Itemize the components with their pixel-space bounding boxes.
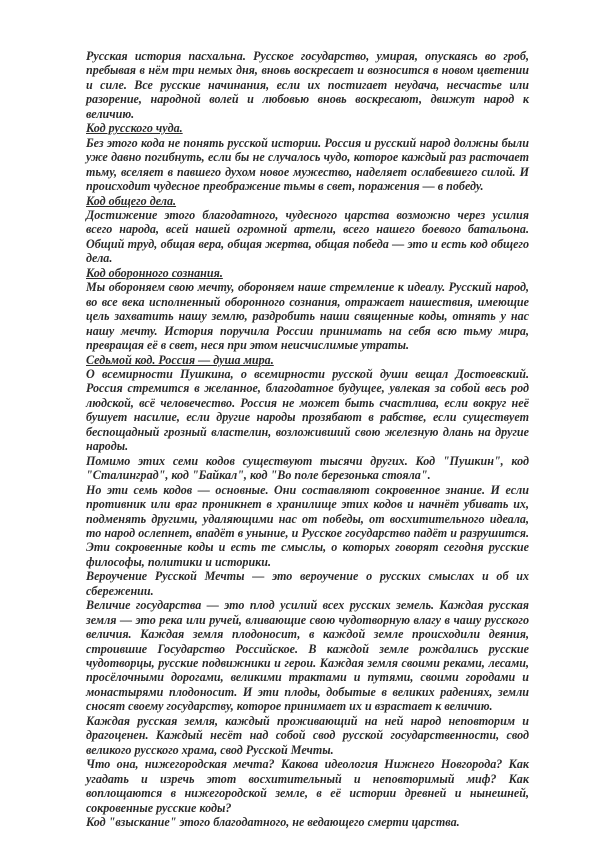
heading-miracle-code: Код русского чуда. xyxy=(86,121,183,136)
paragraph-greatness: Величие государства — это плод усилий всех русских земель. Каждая русская земля — это река или ручей, вливающие свою чудотворную влагу в чашу русского величия. Каждая земля плодоносит, в каждой земле происходили деяния, строившие Государство Российское. В каждой земле рождались русские чудотворцы, русские подвижники и герои. Каждая земля своими реками, лесами, просёлочными дорогами, великими трактами и путями, своими городами и монастырями плодоносит. И эти плоды, добытые в великих радениях, земли сносят своему государству, которое принимает их и взрастает к величию. xyxy=(86,598,529,714)
heading-seventh-code: Седьмой код. Россия — душа мира. xyxy=(86,352,274,367)
heading-defense-code: Код оборонного сознания. xyxy=(86,265,223,280)
document-page xyxy=(86,49,529,829)
paragraph-intro: Русская история пасхальна. Русское государство, умирая, опускаясь во гроб, пребывая в нём три немых дня, вновь воскресает и возносится в новом цветении и силе. Все русские начинания, если их постигает неудача, несчастье или разорение, народной волей и любовью вновь воскресают, движут народ к величию. xyxy=(86,49,529,121)
paragraph-creed: Вероучение Русской Мечты — это вероучение о русских смыслах и об их сбережении. xyxy=(86,569,529,598)
paragraph-miracle-code: Без этого кода не понять русской истории. Россия и русский народ должны были уже давно погибнуть, если бы не случалось чудо, которое каждый раз расточает тьму, вселяет в павшего духом новое мужество, наделяет ослабевшего силой. И происходит чудесное преображение тьмы в свет, поражения — в победу. xyxy=(86,135,529,194)
paragraph-nizhny-dream: Что она, нижегородская мечта? Какова идеология Нижнего Новгорода? Как угадать и изречь этот восхитительный и неповторимый миф? Как воплощаются в нижегородской земле, в её истории древней и нынешней, сокровенные русские коды? xyxy=(86,757,529,815)
paragraph-main-codes: Но эти семь кодов — основные. Они составляют сокровенное знание. И если противник или враг проникнет в хранилище этих кодов и начнёт убивать их, подменять другими, удаляющими нас от победы, от восхитительного идеала, то народ ослепнет, впадёт в уныние, и Русское государство падёт и разрушится. Эти сокровенные коды и есть те смыслы, о которых говорят сегодня русские философы, политики и историки. xyxy=(86,482,529,569)
paragraph-other-codes: Помимо этих семи кодов существуют тысячи других. Код "Пушкин", код "Сталинград", код "Байкал", код "Во поле березонька стояла". xyxy=(86,453,529,483)
paragraph-final-code: Код "взыскание" этого благодатного, не ведающего смерти царства. xyxy=(86,815,460,830)
paragraph-defense-code: Мы обороняем свою мечту, обороняем наше стремление к идеалу. Русский народ, во все века исполненный оборонного сознания, отражает нашествия, имеющие цель захватить нашу землю, раздробить наши священные коды, отнять у нас нашу мечту. История поручила России принимать на себя всю тьму мира, превращая её в свет, неся при этом неисчислимые утраты. xyxy=(86,280,529,353)
paragraph-common-cause-code: Достижение этого благодатного, чудесного царства возможно через усилия всего народа, всей нашей огромной артели, всего нашего боевого батальона. Общий труд, общая вера, общая жертва, общая победа — это и есть код общего дела. xyxy=(86,207,529,266)
paragraph-seventh-code: О всемирности Пушкина, о всемирности русской души вещал Достоевский. Россия стремится в желанное, благодатное будущее, увлекая за собой весь род людской, всё человечество. Россия не может быть счастлива, если вокруг неё бушует насилие, если другие народы прозябают в рабстве, если существует беспощадный грозный властелин, возложивший свою железную длань на другие народы. xyxy=(86,366,529,454)
paragraph-each-land: Каждая русская земля, каждый проживающий на ней народ неповторим и драгоценен. Каждый несёт над собой свод русской государственности, свод великого русского храма, свод Русской Мечты. xyxy=(86,713,529,757)
heading-common-cause-code: Код общего дела. xyxy=(86,193,177,208)
